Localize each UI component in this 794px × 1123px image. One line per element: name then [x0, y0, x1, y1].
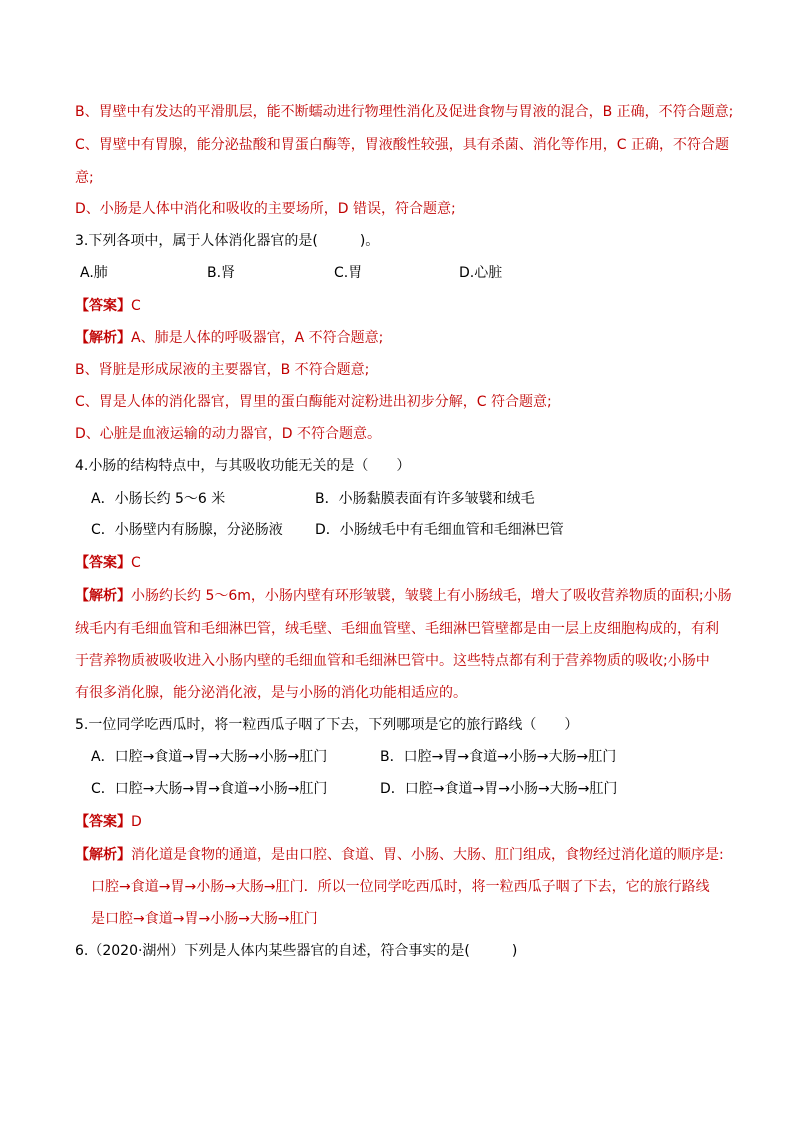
q4-analysis-3: 于营养物质被吸收进入小肠内壁的毛细血管和毛细淋巴管中。这些特点都有利于营养物质的吸收;小肠中 — [75, 653, 710, 669]
explanation-line-d: D、小肠是人体中消化和吸收的主要场所，D 错误，符合题意; — [75, 201, 456, 217]
q3-answer-value: C — [131, 298, 141, 314]
q4-option-b: B．小肠黏膜表面有许多皱襞和绒毛 — [315, 491, 535, 507]
q5-analysis-1: 【解析】消化道是食物的通道，是由口腔、食道、胃、小肠、大肠、肛门组成，食物经过消化道的顺序是: — [75, 847, 724, 863]
q5-option-c: C．口腔→大肠→胃→食道→小肠→肛门 — [91, 781, 328, 797]
q4-answer: 【答案】C — [75, 555, 141, 571]
q4-analysis-4: 有很多消化腺，能分泌消化液，是与小肠的消化功能相适应的。 — [75, 685, 467, 701]
q4-option-c: C．小肠壁内有肠腺，分泌肠液 — [91, 522, 283, 538]
q3-analysis-4: D、心脏是血液运输的动力器官，D 不符合题意。 — [75, 426, 382, 442]
q6-stem: 6.（2020·湖州）下列是人体内某些器官的自述，符合事实的是( ) — [75, 943, 518, 959]
explanation-line-c-cont: 意; — [75, 170, 94, 186]
q5-option-d: D．口腔→食道→胃→小肠→大肠→肛门 — [380, 781, 618, 797]
q5-option-b: B．口腔→胃→食道→小肠→大肠→肛门 — [380, 749, 617, 765]
q4-option-d: D．小肠绒毛中有毛细血管和毛细淋巴管 — [315, 522, 564, 538]
q5-analysis-2: 口腔→食道→胃→小肠→大肠→肛门．所以一位同学吃西瓜时，将一粒西瓜子咽了下去，它的旅行路线 — [91, 879, 710, 895]
explanation-line-c: C、胃壁中有胃腺，能分泌盐酸和胃蛋白酶等，胃液酸性较强，具有杀菌、消化等作用，C 正确，不符合题 — [75, 137, 729, 153]
q3-analysis-2: B、肾脏是形成尿液的主要器官，B 不符合题意; — [75, 362, 370, 378]
q3-answer — [75, 296, 141, 316]
answer-tag: 【答案】 — [75, 298, 131, 314]
q3-option-d: D.心脏 — [459, 265, 503, 281]
analysis-tag: 【解析】 — [75, 330, 131, 346]
q4-stem: 4.小肠的结构特点中，与其吸收功能无关的是（ ） — [75, 458, 411, 474]
q4-analysis-1: 【解析】小肠约长约 5～6m，小肠内壁有环形皱襞，皱襞上有小肠绒毛，增大了吸收营养物质的面积;小肠 — [75, 588, 732, 604]
q5-analysis-3: 是口腔→食道→胃→小肠→大肠→肛门 — [91, 911, 318, 927]
q4-option-a: A．小肠长约 5～6 米 — [91, 491, 226, 507]
q3-option-b: B.肾 — [207, 265, 236, 281]
q3-stem: 3.下列各项中，属于人体消化器官的是( )。 — [75, 233, 380, 249]
q5-answer: 【答案】D — [75, 814, 142, 830]
q3-analysis-1: 【解析】A、肺是人体的呼吸器官，A 不符合题意; — [75, 330, 384, 346]
q5-option-a: A．口腔→食道→胃→大肠→小肠→肛门 — [91, 749, 328, 765]
q3-analysis-3: C、胃是人体的消化器官，胃里的蛋白酶能对淀粉进出初步分解，C 符合题意; — [75, 394, 552, 410]
q4-analysis-2: 绒毛内有毛细血管和毛细淋巴管，绒毛壁、毛细血管壁、毛细淋巴管壁都是由一层上皮细胞构成的，有利 — [75, 621, 719, 637]
q3-option-c: C.胃 — [334, 265, 363, 281]
q5-stem: 5.一位同学吃西瓜时，将一粒西瓜子咽了下去，下列哪项是它的旅行路线（ ） — [75, 717, 579, 733]
explanation-line-b: B、胃壁中有发达的平滑肌层，能不断蠕动进行物理性消化及促进食物与胃液的混合，B 正确，不符合题意; — [75, 104, 734, 120]
q3-option-a: A.肺 — [80, 265, 108, 281]
